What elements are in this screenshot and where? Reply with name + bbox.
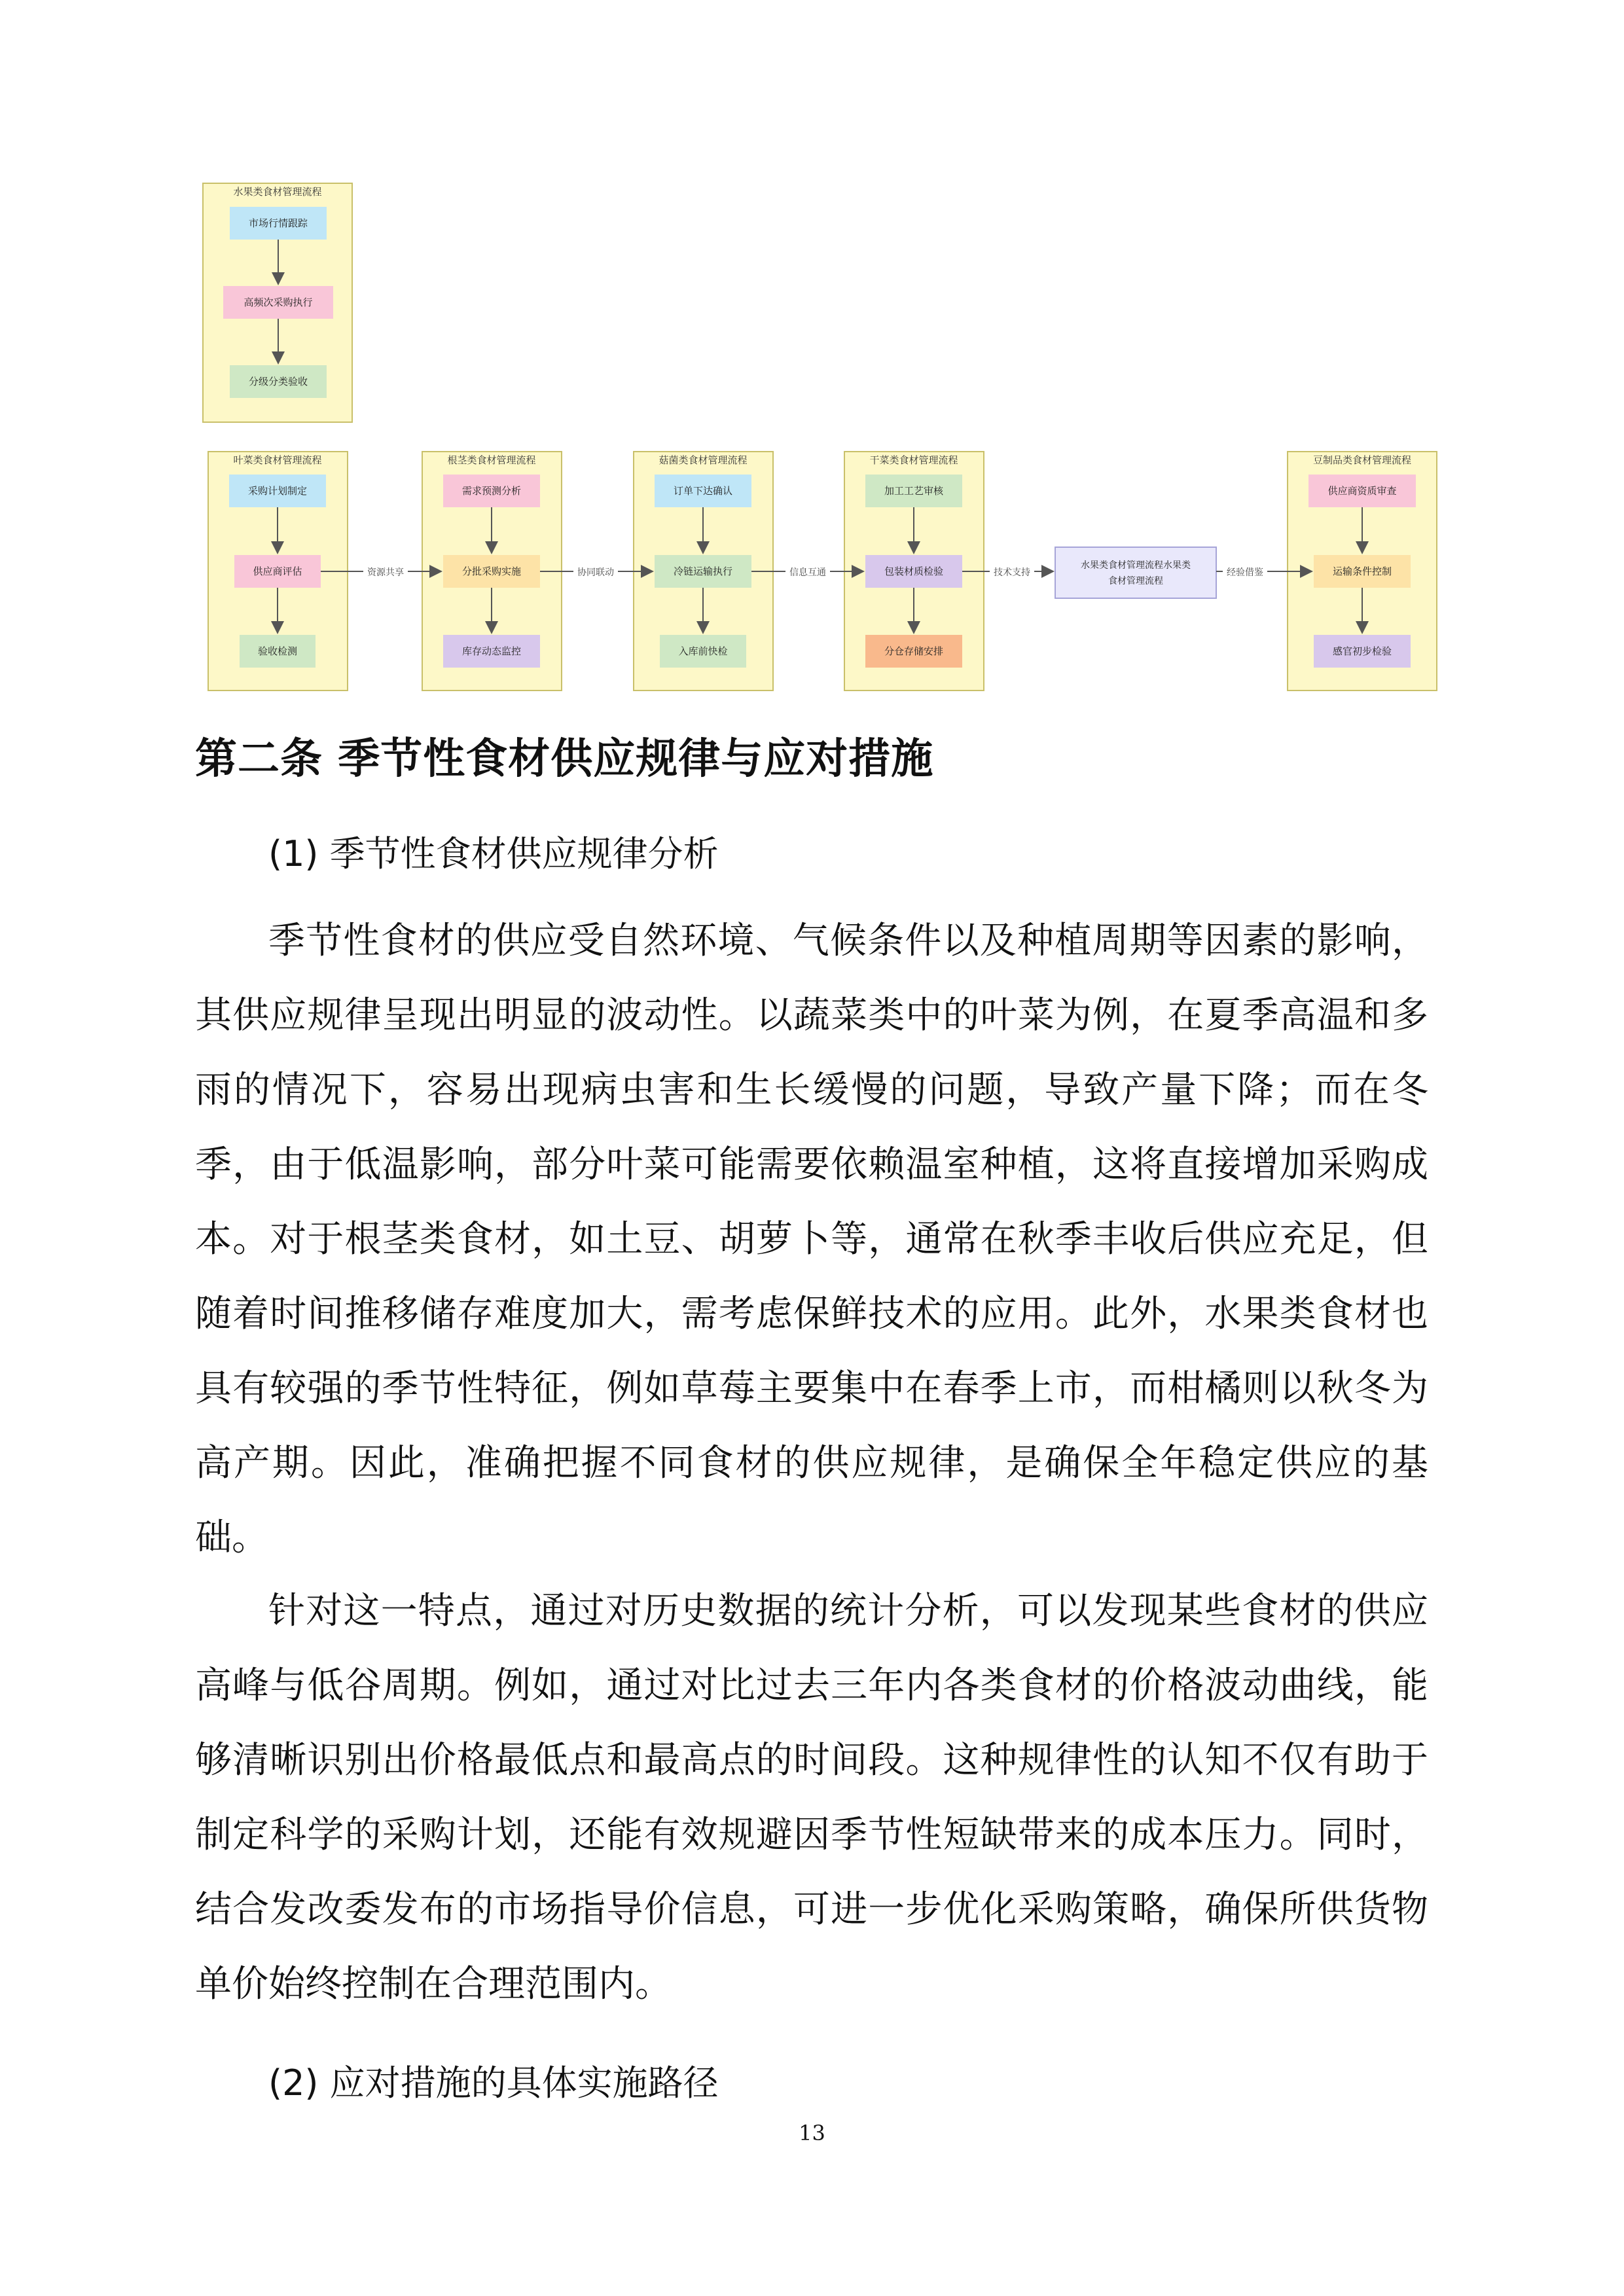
lane-fruit-title: 水果类食材管理流程 [233,186,322,198]
section-heading: 第二条 季节性食材供应规律与应对措施 [195,735,934,783]
lane-fruit [203,183,352,422]
process-flow-diagram [0,0,1624,707]
dried-step-1: 加工工艺审核 [884,485,944,497]
leafy-step-2: 供应商评估 [253,565,302,577]
fruit-step-1: 市场行情跟踪 [248,217,308,229]
mushroom-step-3: 入库前快检 [678,645,728,657]
lane-dried-title: 干菜类食材管理流程 [869,454,958,466]
soy-step-2: 运输条件控制 [1332,565,1392,577]
center-node [1055,547,1216,598]
leafy-step-1: 采购计划制定 [247,485,308,497]
subheading-1: (1) 季节性食材供应规律分析 [268,833,719,874]
dried-step-2: 包装材质检验 [884,565,944,577]
edge-label-5: 经验借鉴 [1227,567,1263,578]
center-node-line-1: 水果类食材管理流程水果类 [1081,560,1191,571]
page-number: 13 [799,2121,825,2145]
edge-label-4: 技术支持 [994,567,1030,578]
dried-step-3: 分仓存储安排 [884,645,944,657]
lane-root-title: 根茎类食材管理流程 [447,454,536,466]
lane-leafy-title: 叶菜类食材管理流程 [233,454,322,466]
soy-step-3: 感官初步检验 [1332,645,1392,657]
center-node-line-2: 食材管理流程 [1108,576,1163,586]
mushroom-step-1: 订单下达确认 [673,485,733,497]
paragraph-1: 季节性食材的供应受自然环境、气候条件以及种植周期等因素的影响，其供应规律呈现出明显的波动性。以蔬菜类中的叶菜为例，在夏季高温和多雨的情况下，容易出现病虫害和生长缓慢的问题，导致产量下降；而在冬季，由于低温影响，部分叶菜可能需要依赖温室种植，这将直接增加采购成本。对于根茎类食材，如土豆、胡萝卜等，通常在秋季丰收后供应充足，但随着时间推移储存难度加大，需考虑保鲜技术的应用。此外，水果类食材也具有较强的季节性特征，例如草莓主要集中在春季上市，而柑橘则以秋冬为高产期。因此，准确把握不同食材的供应规律，是确保全年稳定供应的基础。 [195,920,1428,1559]
fruit-step-2: 高频次采购执行 [244,296,313,308]
fruit-step-3: 分级分类验收 [248,376,308,387]
leafy-step-3: 验收检测 [257,645,298,657]
subheading-2: (2) 应对措施的具体实施路径 [268,2062,719,2104]
edge-label-3: 信息互通 [789,567,826,578]
root-step-1: 需求预测分析 [461,485,522,497]
soy-step-1: 供应商资质审查 [1327,485,1397,497]
root-step-2: 分批采购实施 [461,565,522,577]
root-step-3: 库存动态监控 [461,645,522,657]
lane-mushroom-title: 菇菌类食材管理流程 [659,454,748,466]
mushroom-step-2: 冷链运输执行 [673,565,733,577]
edge-label-1: 资源共享 [367,567,404,578]
lane-soy-title: 豆制品类食材管理流程 [1312,454,1412,466]
edge-label-2: 协同联动 [577,567,614,578]
paragraph-2: 针对这一特点，通过对历史数据的统计分析，可以发现某些食材的供应高峰与低谷周期。例如，通过对比过去三年内各类食材的价格波动曲线，能够清晰识别出价格最低点和最高点的时间段。这种规律性的认知不仅有助于制定科学的采购计划，还能有效规避因季节性短缺带来的成本压力。同时，结合发改委发布的市场指导价信息，可进一步优化采购策略，确保所供货物单价始终控制在合理范围内。 [195,1590,1428,2005]
